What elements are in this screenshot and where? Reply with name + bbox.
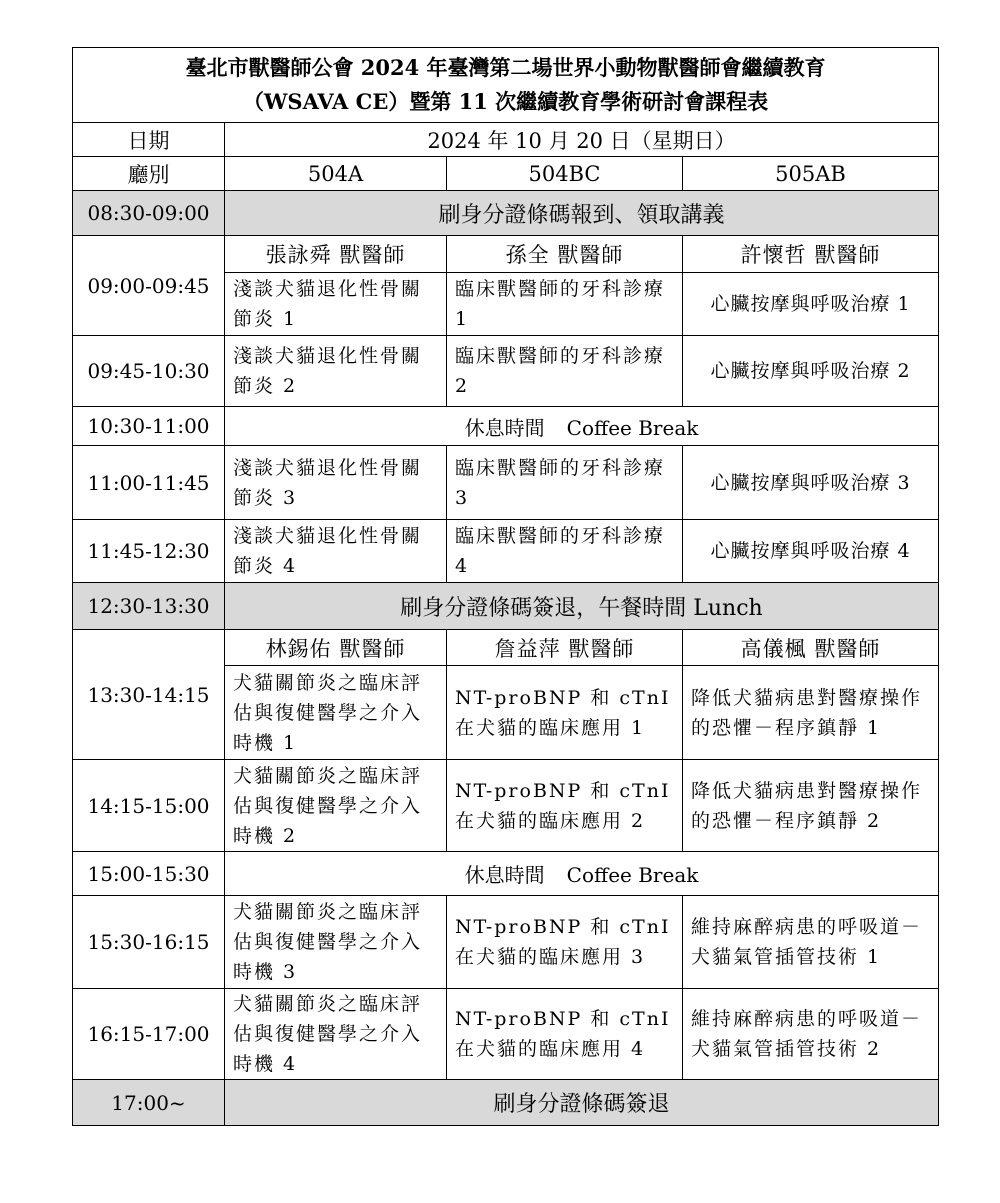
title-line-2: （WSAVA CE）暨第 11 次繼續教育學術研討會課程表 [242,89,769,114]
session-cell: 臨床獸醫師的牙科診療 3 [447,446,683,520]
break-label: 休息時間 [464,415,545,440]
hall-504bc: 504BC [447,157,683,191]
speaker-505ab-pm: 高儀楓 獸醫師 [683,630,939,666]
session-cell: 心臟按摩與呼吸治療 2 [683,336,939,407]
speaker-504bc-am: 孫全 獸醫師 [447,236,683,273]
speaker-504a-pm: 林錫佑 獸醫師 [225,630,447,666]
session-cell: NT-proBNP 和 cTnI 在犬貓的臨床應用 2 [447,760,683,852]
time-cell: 17:00~ [73,1080,225,1126]
break-text [225,407,939,446]
time-cell: 13:30-14:15 [73,630,225,760]
speaker-505ab-am: 許懷哲 獸醫師 [683,236,939,273]
hall-label: 廳別 [73,157,225,191]
session-cell: 心臟按摩與呼吸治療 1 [683,273,939,336]
session-cell: 淺談犬貓退化性骨關節炎 2 [225,336,447,407]
time-cell: 15:00-15:30 [73,852,225,896]
time-cell: 09:00-09:45 [73,236,225,336]
checkout-text: 刷身分證條碼簽退 [225,1080,939,1126]
date-value: 2024 年 10 月 20 日（星期日） [225,123,939,157]
session-cell: 犬貓關節炎之臨床評估與復健醫學之介入時機 2 [225,760,447,852]
time-cell: 08:30-09:00 [73,191,225,236]
break-label-en: Coffee Break [566,415,699,440]
break-row [73,407,939,446]
session-cell: 淺談犬貓退化性骨關節炎 4 [225,520,447,583]
date-label: 日期 [73,123,225,157]
session-cell: 降低犬貓病患對醫療操作的恐懼－程序鎮靜 2 [683,760,939,852]
break-label: 休息時間 [464,863,545,887]
registration-row [73,191,939,236]
time-cell: 10:30-11:00 [73,407,225,446]
title-line-1: 臺北市獸醫師公會 2024 年臺灣第二場世界小動物獸醫師會繼續教育 [185,55,826,80]
time-cell: 09:45-10:30 [73,336,225,407]
session-cell: 臨床獸醫師的牙科診療 2 [447,336,683,407]
session-cell: 淺談犬貓退化性骨關節炎 3 [225,446,447,520]
lunch-text: 刷身分證條碼簽退，午餐時間 Lunch [225,583,939,630]
time-cell: 14:15-15:00 [73,760,225,852]
session-cell: NT-proBNP 和 cTnI 在犬貓的臨床應用 3 [447,896,683,989]
break-text [225,852,939,896]
session-cell: 犬貓關節炎之臨床評估與復健醫學之介入時機 1 [225,666,447,760]
time-cell: 15:30-16:15 [73,896,225,989]
time-cell: 11:00-11:45 [73,446,225,520]
session-cell: 心臟按摩與呼吸治療 3 [683,446,939,520]
speaker-504bc-pm: 詹益萍 獸醫師 [447,630,683,666]
session-cell: 維持麻醉病患的呼吸道－犬貓氣管插管技術 2 [683,989,939,1080]
session-cell: 淺談犬貓退化性骨關節炎 1 [225,273,447,336]
session-cell: 臨床獸醫師的牙科診療 4 [447,520,683,583]
session-cell: 臨床獸醫師的牙科診療 1 [447,273,683,336]
page-title [73,48,939,123]
session-cell: 降低犬貓病患對醫療操作的恐懼－程序鎮靜 1 [683,666,939,760]
session-cell: NT-proBNP 和 cTnI 在犬貓的臨床應用 1 [447,666,683,760]
session-cell: 維持麻醉病患的呼吸道－犬貓氣管插管技術 1 [683,896,939,989]
session-cell: NT-proBNP 和 cTnI 在犬貓的臨床應用 4 [447,989,683,1080]
hall-505ab: 505AB [683,157,939,191]
hall-504a: 504A [225,157,447,191]
checkout-row [73,1080,939,1126]
time-cell: 11:45-12:30 [73,520,225,583]
time-cell: 16:15-17:00 [73,989,225,1080]
break-row [73,852,939,896]
session-cell: 犬貓關節炎之臨床評估與復健醫學之介入時機 4 [225,989,447,1080]
schedule-table [72,47,939,1126]
registration-text: 刷身分證條碼報到、領取講義 [225,191,939,236]
session-cell: 心臟按摩與呼吸治療 4 [683,520,939,583]
speaker-504a-am: 張詠舜 獸醫師 [225,236,447,273]
break-label-en: Coffee Break [566,863,699,887]
session-cell: 犬貓關節炎之臨床評估與復健醫學之介入時機 3 [225,896,447,989]
lunch-row [73,583,939,630]
time-cell: 12:30-13:30 [73,583,225,630]
